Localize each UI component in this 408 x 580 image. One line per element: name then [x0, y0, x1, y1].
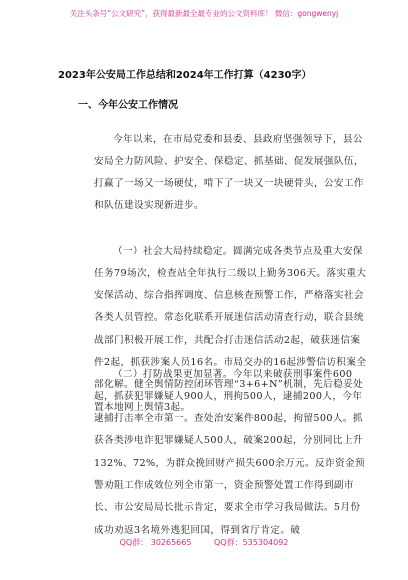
paragraph: 今年以来，在市局党委和县委、县政府坚强领导下，县公安局全力防风险、护安全、保稳定、抓基础、促发展强队伍，打赢了一场又一场硬仗，啃下了一块又一块硬骨头，公安工作和队伍建设实现新进步。 [94, 133, 364, 212]
paragraph: （一）社会大局持续稳定。圆满完成各类节点及重大安保任务79场次，检查站全年执行二级以上勤务306天。落实重大安保活动、综合指挥调度、信息核查预警工作，严格落实社会各类人员管控。常态化联系开展迷信活动清查行动，联合县统战部门积极开展工作，共配合打击迷信活动2起，破获迷信案件2起，抓获涉案人员16名。市局交办的16起涉警信访积案全部化解。健全舆情防控闭环管理“3+6+N”机制，先后稳妥处置本地网上舆情3起。 [94, 245, 367, 413]
section-heading: 一、今年公安工作情况 [78, 100, 178, 111]
paragraph: （二）打防战果更加显著。今年以来破获刑事案件600起，抓获犯罪嫌疑人900人，刑拘500人，逮捕200人，今年逮捕打击率全市第一。查处治安案件800起，拘留500人。抓获各类涉电诈犯罪嫌疑人500人，破案200起，分别同比上升132%、72%，为群众挽回财产损失600余万元。反诈资金预警劝阻工作成效位列全市第一，资金预警处置工作得到副市长、市公安局局长批示肯定，要求全市学习我局做法。5月份成功劝返3名境外逃犯回国，得到省厅肯定。破 [94, 368, 365, 536]
document-title: 2023年公安局工作总结和2024年工作打算（4230字） [58, 70, 312, 81]
footer [0, 537, 408, 548]
promo-banner: 关注头条号“公文研究”，获得最新最全最专业的公文资料库！ 微信：gongwenyj [69, 9, 339, 18]
footer-qq-group-1: QQ群： 30265665 [119, 538, 192, 547]
footer-qq-group-2: QQ群：535304092 [214, 538, 289, 547]
